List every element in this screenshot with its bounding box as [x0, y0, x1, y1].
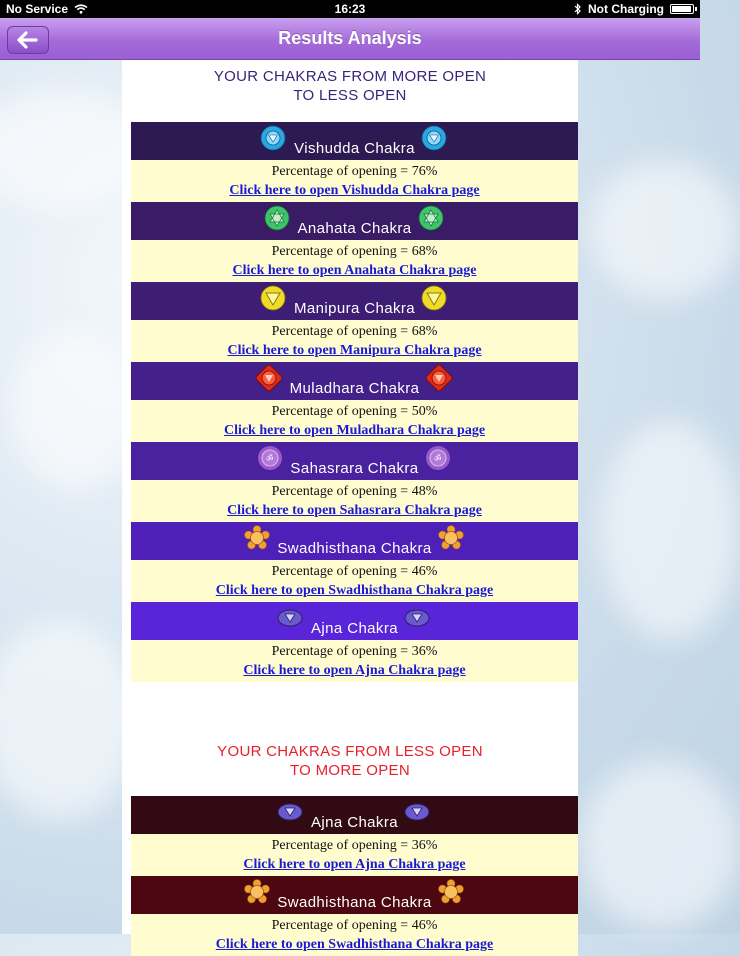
muladhara-icon	[256, 365, 282, 391]
chakra-detail	[131, 560, 578, 602]
opening-percentage: Percentage of opening = 76%	[271, 164, 438, 179]
chakra-list-more-to-less	[122, 122, 578, 682]
svg-text:ॐ: ॐ	[433, 454, 442, 463]
open-chakra-page-link[interactable]: Click here to open Muladhara Chakra page	[223, 423, 486, 438]
carrier-label: No Service	[6, 2, 69, 16]
open-chakra-page-link[interactable]: Click here to open Swadhisthana Chakra page	[215, 583, 494, 598]
open-chakra-page-link[interactable]: Click here to open Vishudda Chakra page	[229, 183, 480, 198]
open-chakra-page-link[interactable]: Click here to open Sahasrara Chakra page	[227, 503, 482, 518]
open-chakra-page-link[interactable]: Click here to open Manipura Chakra page	[227, 343, 482, 358]
chakra-header	[131, 282, 578, 320]
bluetooth-icon	[574, 3, 582, 15]
chakra-header	[131, 362, 578, 400]
battery-icon	[670, 4, 694, 14]
chakra-detail	[131, 480, 578, 522]
swadhisthana-icon	[438, 879, 464, 905]
sahasrara-icon	[257, 445, 283, 471]
ajna-icon	[404, 605, 430, 631]
sahasrara-icon	[425, 445, 451, 471]
chakra-name: Vishudda Chakra	[294, 140, 415, 157]
opening-percentage: Percentage of opening = 46%	[271, 918, 438, 933]
chakra-header	[131, 796, 578, 834]
open-chakra-page-link[interactable]: Click here to open Ajna Chakra page	[243, 663, 466, 678]
anahata-icon	[418, 205, 444, 231]
cloud-decoration	[0, 620, 140, 820]
status-bar	[0, 0, 700, 18]
chakra-name: Ajna Chakra	[311, 814, 398, 831]
muladhara-icon	[426, 365, 452, 391]
chakra-list-less-to-more	[122, 796, 578, 956]
opening-percentage: Percentage of opening = 50%	[271, 404, 438, 419]
vishudda-icon	[260, 125, 286, 151]
chakra-detail	[131, 914, 578, 956]
chakra-name: Sahasrara Chakra	[290, 460, 419, 477]
page-title: Results Analysis	[278, 28, 422, 48]
open-chakra-page-link[interactable]: Click here to open Ajna Chakra page	[243, 857, 466, 872]
chakra-header	[131, 876, 578, 914]
chakra-header	[131, 202, 578, 240]
chakra-name: Swadhisthana Chakra	[277, 894, 432, 911]
wifi-icon	[74, 4, 88, 14]
cloud-decoration	[590, 160, 740, 300]
chakra-name: Swadhisthana Chakra	[277, 540, 432, 557]
cloud-decoration	[600, 420, 740, 640]
chakra-detail	[131, 320, 578, 362]
opening-percentage: Percentage of opening = 48%	[271, 484, 438, 499]
opening-percentage: Percentage of opening = 68%	[271, 324, 438, 339]
chakra-name: Manipura Chakra	[293, 300, 416, 317]
chakra-name: Ajna Chakra	[311, 620, 398, 637]
swadhisthana-icon	[244, 525, 270, 551]
open-chakra-page-link[interactable]: Click here to open Swadhisthana Chakra page	[215, 937, 494, 952]
anahata-icon	[264, 205, 290, 231]
section-heading-more-to-less: YOUR CHAKRAS FROM MORE OPEN TO LESS OPEN	[213, 68, 487, 104]
chakra-name: Anahata Chakra	[297, 220, 412, 237]
clock: 16:23	[334, 2, 366, 16]
opening-percentage: Percentage of opening = 36%	[271, 838, 438, 853]
opening-percentage: Percentage of opening = 46%	[271, 564, 438, 579]
opening-percentage: Percentage of opening = 36%	[271, 644, 438, 659]
svg-text:ॐ: ॐ	[265, 454, 274, 463]
ajna-icon	[277, 799, 303, 825]
chakra-detail	[131, 834, 578, 876]
manipura-icon	[260, 285, 286, 311]
cloud-decoration	[10, 330, 140, 490]
ajna-icon	[404, 799, 430, 825]
open-chakra-page-link[interactable]: Click here to open Anahata Chakra page	[232, 263, 477, 278]
opening-percentage: Percentage of opening = 68%	[271, 244, 438, 259]
navigation-bar	[0, 18, 700, 60]
cloud-decoration	[580, 760, 740, 930]
chakra-detail	[131, 240, 578, 282]
chakra-detail	[131, 640, 578, 682]
swadhisthana-icon	[244, 879, 270, 905]
chakra-detail	[131, 400, 578, 442]
ajna-icon	[277, 605, 303, 631]
swadhisthana-icon	[438, 525, 464, 551]
manipura-icon	[421, 285, 447, 311]
vishudda-icon	[421, 125, 447, 151]
section-heading-less-to-more: YOUR CHAKRAS FROM LESS OPEN TO MORE OPEN	[217, 743, 483, 779]
chakra-header	[131, 522, 578, 560]
charging-label: Not Charging	[588, 2, 664, 16]
chakra-header	[131, 122, 578, 160]
chakra-header	[131, 442, 578, 480]
chakra-detail	[131, 160, 578, 202]
results-panel	[122, 60, 578, 952]
chakra-header	[131, 602, 578, 640]
chakra-name: Muladhara Chakra	[289, 380, 420, 397]
